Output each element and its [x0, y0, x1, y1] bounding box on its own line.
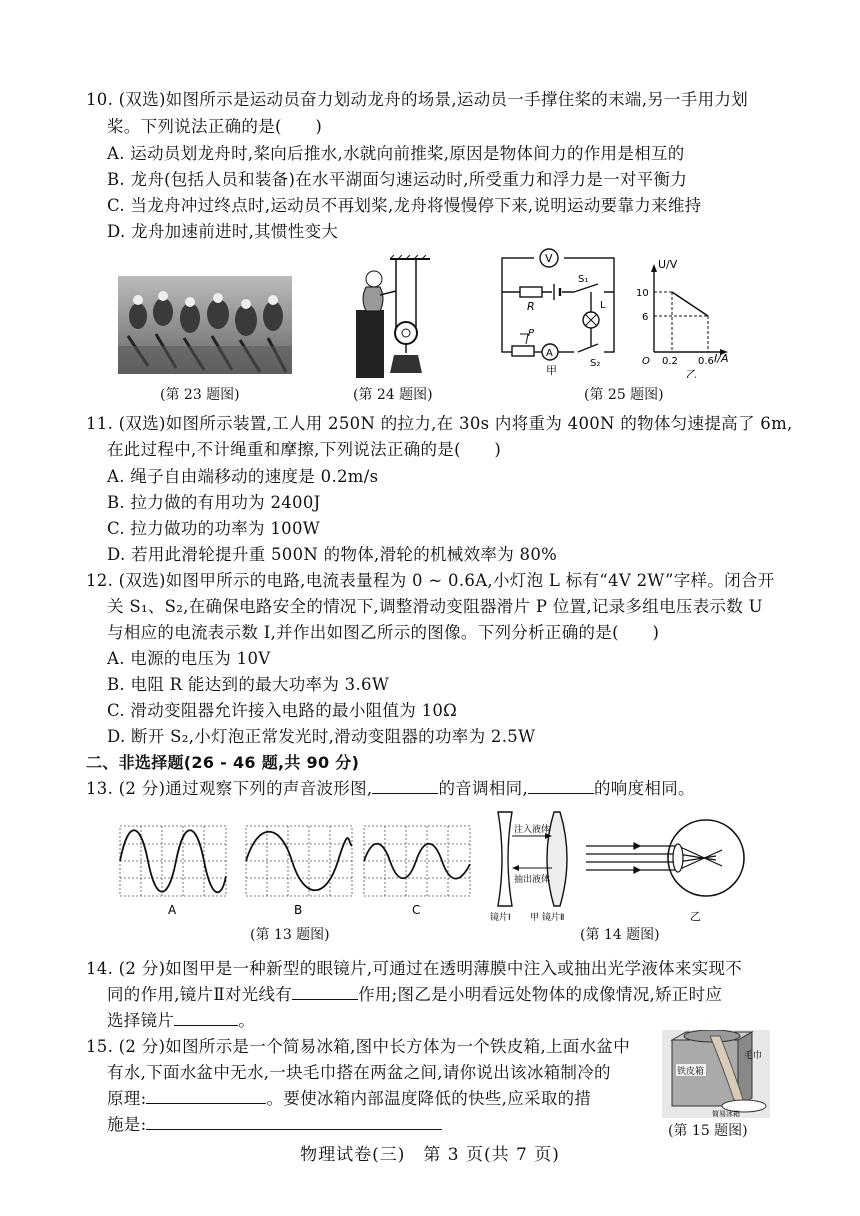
- q11-stem-line1: 11. (双选)如图所示装置,工人用 250N 的拉力,在 30s 内将重为 400N 的物体匀速提高了 6m,: [86, 414, 793, 433]
- fig25-caption: (第 25 题图): [584, 387, 664, 403]
- ui-graph: [628, 258, 738, 378]
- graph-ylabel: U/V: [658, 258, 678, 271]
- extract-label: 抽出液体: [514, 875, 551, 885]
- q14-text-3b: 。: [238, 1011, 256, 1030]
- waveform-a-label: A: [168, 903, 177, 917]
- q15-text-3b: 。要使冰箱内部温度降低的快些,应采取的措: [266, 1089, 592, 1108]
- fig14-caption: (第 14 题图): [580, 927, 660, 943]
- q12-option-b: B. 电阻 R 能达到的最大功率为 3.6W: [107, 675, 390, 694]
- q10-stem-line2: 桨。下列说法正确的是( ): [107, 117, 323, 136]
- fridge-name-label: 简易冰箱: [712, 1110, 740, 1118]
- dragon-boat-photo: [118, 276, 292, 374]
- q13-text-pre: 13. (2 分)通过观察下列的声音波形图,: [86, 779, 373, 798]
- q13-blank-2[interactable]: [528, 777, 594, 794]
- q13-text-mid: 的音调相同,: [438, 779, 528, 798]
- q15-stem-line3: [107, 1087, 591, 1111]
- waveform-c-label: C: [412, 903, 421, 917]
- q11-stem-line2: 在此过程中,不计绳重和摩擦,下列说法正确的是( ): [107, 440, 502, 459]
- q10-option-a: A. 运动员划龙舟时,桨向后推水,水就向前推桨,原因是物体间力的作用是相互的: [107, 144, 685, 163]
- q15-stem-line1: 15. (2 分)如图所示是一个简易冰箱,图中长方体为一个铁皮箱,上面水盆中: [86, 1037, 630, 1056]
- resistor-r: [520, 287, 542, 297]
- q13-blank-1[interactable]: [372, 777, 438, 794]
- ui-line: [672, 292, 708, 316]
- lens-jia-label: 甲: [530, 913, 540, 923]
- lens-1: [498, 812, 512, 906]
- fig15-caption: (第 15 题图): [668, 1123, 748, 1139]
- waveform-figure: [118, 824, 478, 922]
- fridge-figure: [662, 1030, 770, 1118]
- lamp-label: L: [600, 300, 606, 311]
- q11-option-b: B. 拉力做的有用功为 2400J: [107, 493, 321, 512]
- q14-text-3a: 选择镜片: [107, 1011, 175, 1030]
- section-2-heading: 二、非选择题(26 - 46 题,共 90 分): [86, 753, 360, 772]
- circuit-diagram: [494, 246, 624, 378]
- fig24-caption: (第 24 题图): [353, 387, 433, 403]
- q15-blank-2[interactable]: [146, 1113, 442, 1130]
- q12-option-d: D. 断开 S₂,小灯泡正常发光时,滑动变阻器的功率为 2.5W: [107, 727, 536, 746]
- q12-option-a: A. 电源的电压为 10V: [107, 649, 271, 668]
- rheostat: [512, 346, 534, 356]
- q14-stem-line2: [107, 983, 722, 1007]
- q10-option-d: D. 龙舟加速前进时,其惯性变大: [107, 222, 339, 241]
- q11-option-a: A. 绳子自由端移动的速度是 0.2m/s: [107, 467, 379, 486]
- q12-stem-line2: 关 S₁、S₂,在确保电路安全的情况下,调整滑动变阻器滑片 P 位置,记录多组电压表示数 U: [107, 597, 763, 616]
- switch-s1-label: S₁: [578, 274, 589, 285]
- q15-text-4a: 施是:: [107, 1115, 147, 1134]
- q14-text-2a: 同的作用,镜片Ⅱ对光线有: [107, 985, 293, 1004]
- graph-yi-label: 乙: [686, 368, 697, 378]
- q12-stem-line1: 12. (双选)如图甲所示的电路,电流表量程为 0 ~ 0.6A,小灯泡 L 标有“4V 2W”字样。闭合开: [86, 571, 775, 590]
- fridge-box-label: 铁皮箱: [677, 1067, 705, 1077]
- q12-stem-line3: 与相应的电流表示数 I,并作出如图乙所示的图像。下列分析正确的是( ): [107, 623, 660, 642]
- q14-blank-1[interactable]: [292, 983, 358, 1000]
- q13-text-post: 的响度相同。: [594, 779, 695, 798]
- q10-option-b: B. 龙舟(包括人员和装备)在水平湖面匀速运动时,所受重力和浮力是一对平衡力: [107, 170, 688, 189]
- q10-stem-line1: 10. (双选)如图所示是运动员奋力划动龙舟的场景,运动员一手撑住桨的末端,另一手用力划: [86, 90, 749, 109]
- q15-blank-1[interactable]: [146, 1087, 266, 1104]
- graph-tick-6: 6: [642, 312, 649, 323]
- q12-option-c: C. 滑动变阻器允许接入电路的最小阻值为 10Ω: [107, 701, 458, 720]
- voltmeter-label: V: [545, 252, 553, 265]
- q11-option-d: D. 若用此滑轮提升重 500N 的物体,滑轮的机械效率为 80%: [107, 545, 558, 564]
- q15-text-3a: 原理:: [107, 1089, 147, 1108]
- graph-tick-02: 0.2: [662, 356, 678, 367]
- ammeter-label: A: [546, 348, 553, 359]
- graph-xlabel: I/A: [714, 352, 729, 365]
- q14-text-2b: 作用;图乙是小明看远处物体的成像情况,矫正时应: [358, 985, 723, 1004]
- graph-tick-06: 0.6: [698, 356, 714, 367]
- fig23-caption: (第 23 题图): [160, 387, 240, 403]
- q11-option-c: C. 拉力做功的功率为 100W: [107, 519, 321, 538]
- q13-stem: [86, 777, 695, 801]
- fig13-caption: (第 13 题图): [250, 927, 330, 943]
- graph-origin: O: [642, 356, 650, 367]
- lens-eye-figure: [490, 806, 750, 924]
- slider-p-label: P: [528, 328, 535, 339]
- pulley-figure: [350, 255, 440, 380]
- q15-stem-line2: 有水,下面水盆中无水,一块毛巾搭在两盆之间,请你说出该冰箱制冷的: [107, 1063, 611, 1082]
- resistor-label: R: [527, 300, 535, 313]
- q14-stem-line1: 14. (2 分)如图甲是一种新型的眼镜片,可通过在透明薄膜中注入或抽出光学液体来实现不: [86, 959, 743, 978]
- graph-tick-10: 10: [636, 288, 649, 299]
- page-footer: 物理试卷(三) 第 3 页(共 7 页): [300, 1145, 560, 1165]
- q10-option-c: C. 当龙舟冲过终点时,运动员不再划桨,龙舟将慢慢停下来,说明运动要靠力来维持: [107, 196, 702, 215]
- lens1-label: 镜片Ⅰ: [490, 913, 511, 923]
- eye-yi-label: 乙: [690, 910, 701, 923]
- lens2-label: 镜片Ⅱ: [542, 913, 565, 923]
- circuit-jia-label: 甲: [546, 364, 557, 377]
- q14-stem-line3: [107, 1009, 255, 1033]
- inject-label: 注入液体: [514, 825, 551, 835]
- q14-blank-2[interactable]: [174, 1009, 238, 1026]
- fridge-towel-label: 毛巾: [744, 1051, 763, 1061]
- switch-s2-label: S₂: [590, 358, 601, 369]
- q15-stem-line4: [107, 1113, 442, 1137]
- waveform-b-label: B: [294, 903, 303, 917]
